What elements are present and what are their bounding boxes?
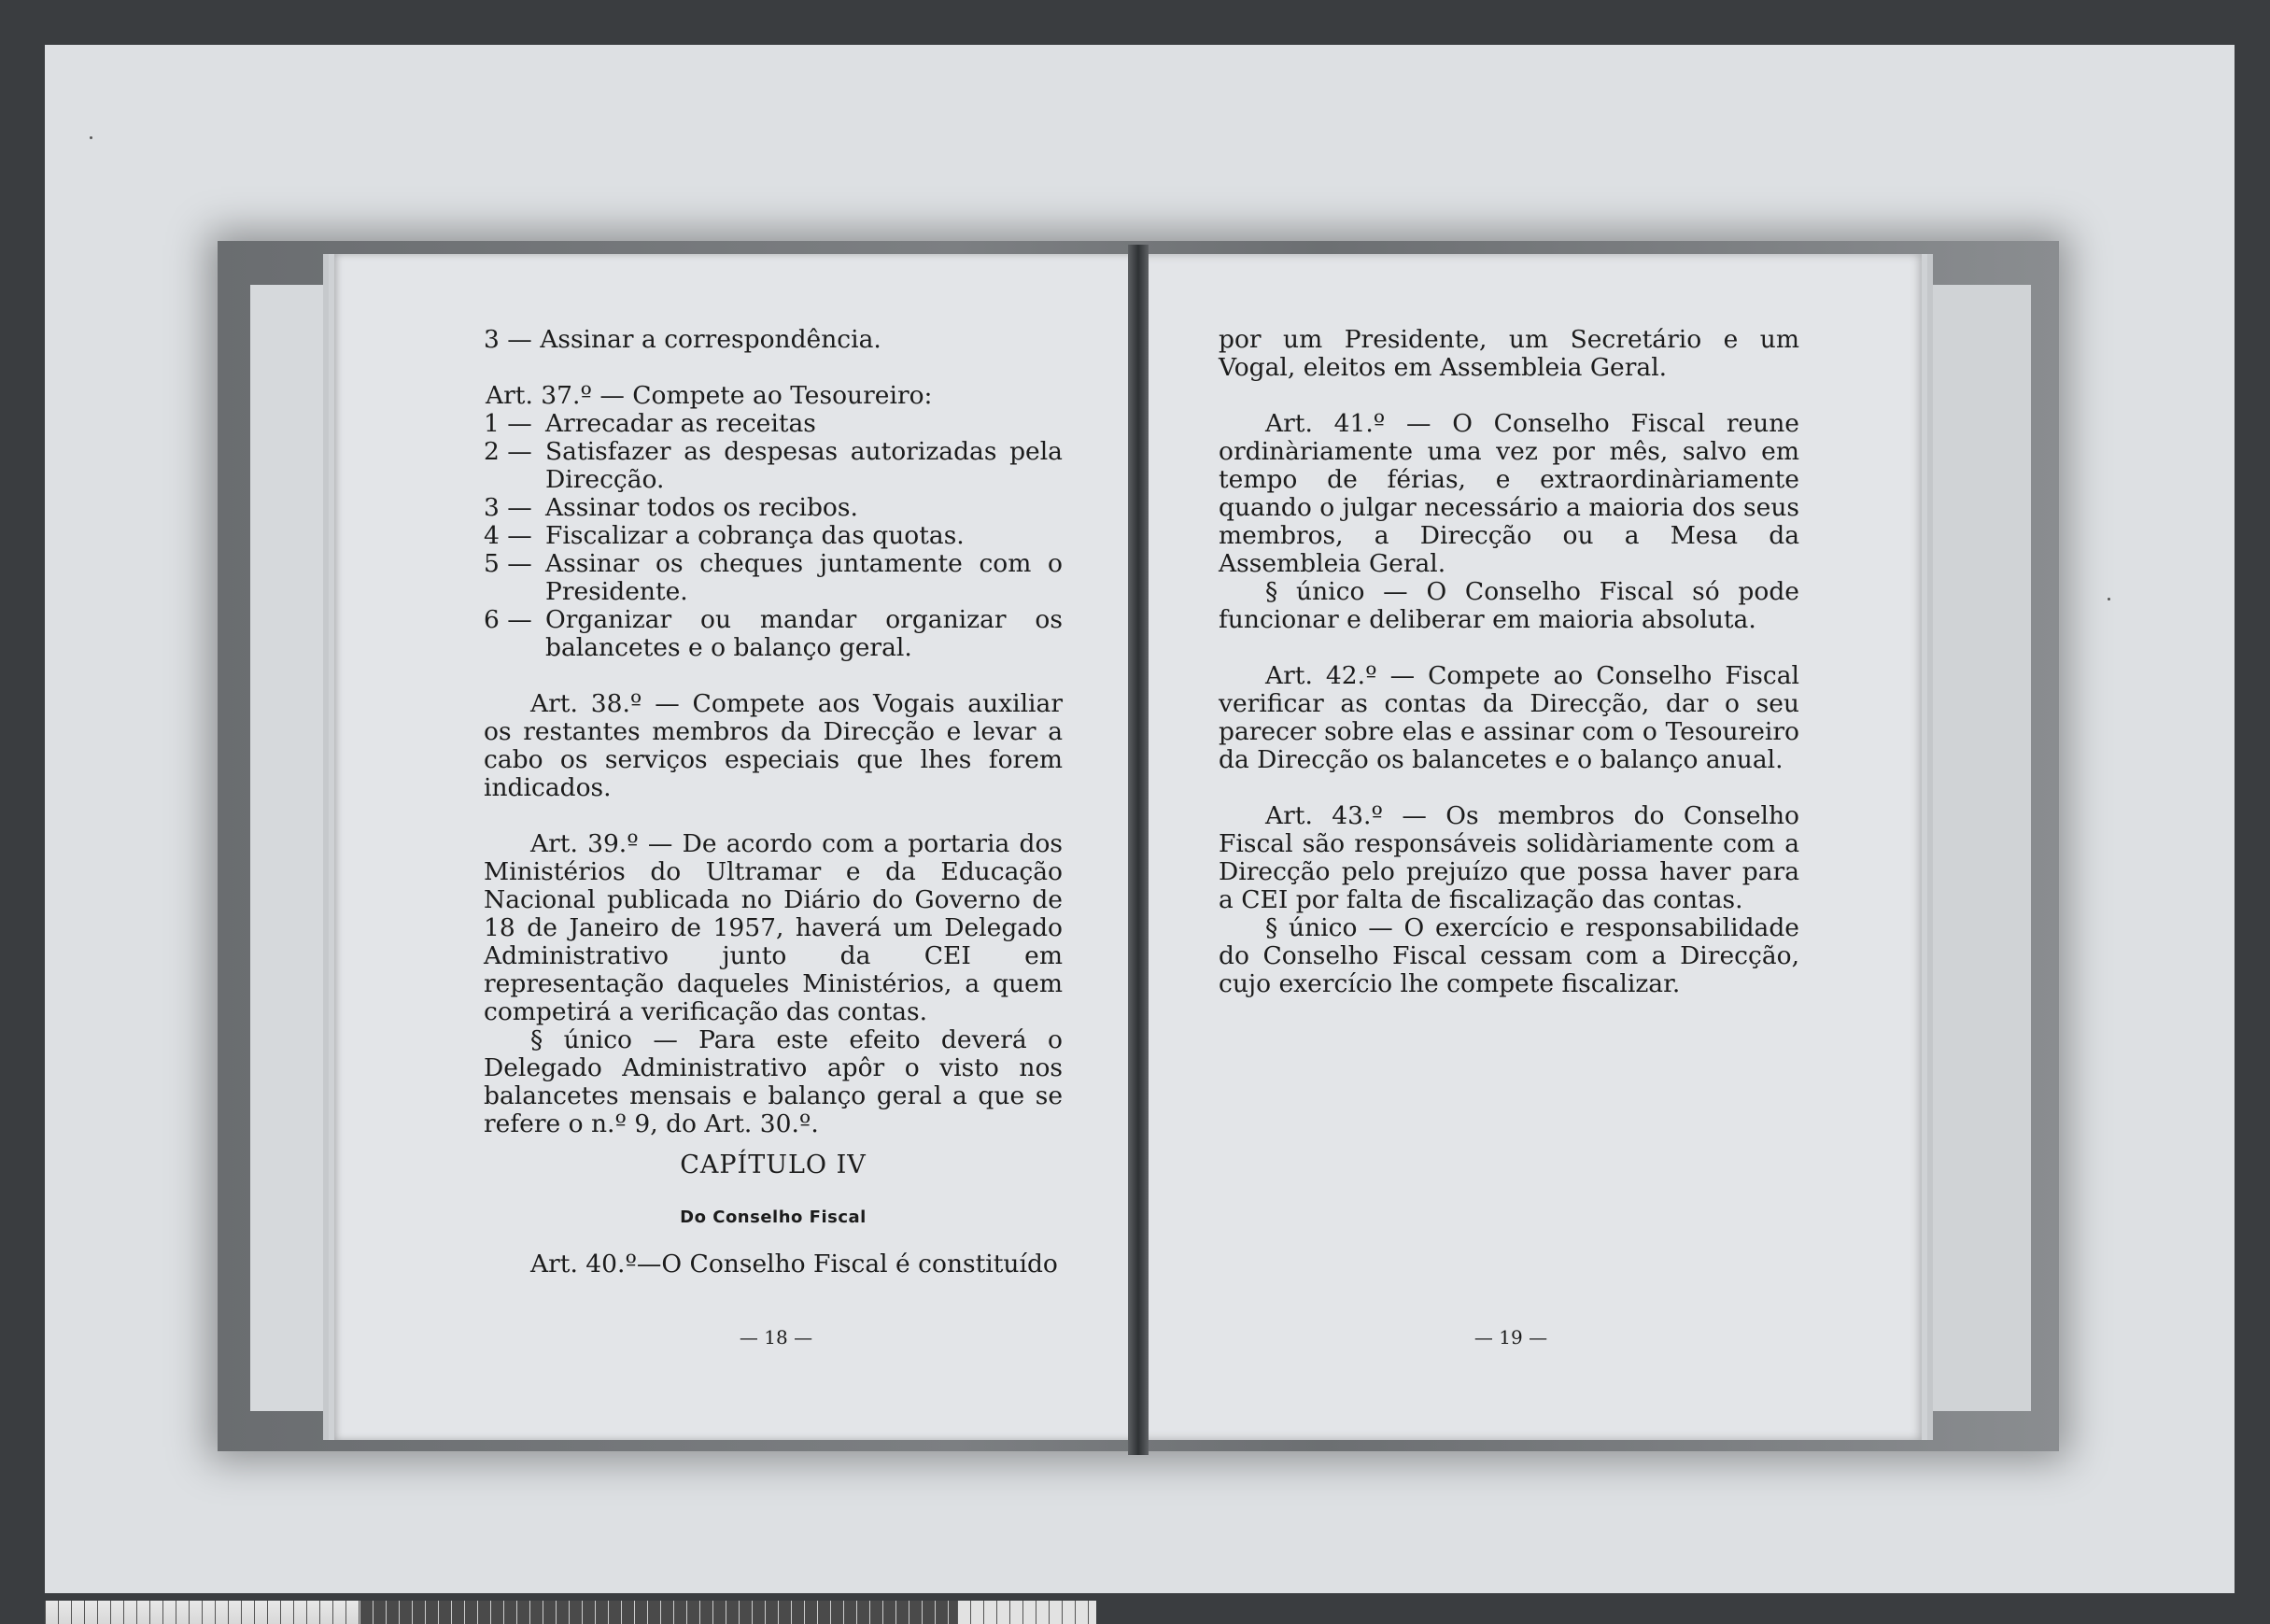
- line-assinar-correspondencia: 3 — Assinar a correspondência.: [484, 325, 881, 354]
- art-41: Art. 41.º — O Conselho Fiscal reune ordinàriamente uma vez por mês, salvo em tempo de férias, e extraordinàriamente quando o julgar necessário a maioria dos seus membros, a Direcção ou a Mesa da Assembleia Geral.: [1219, 409, 1799, 578]
- scale-ruler-light-segment: [957, 1601, 1096, 1624]
- art-40: Art. 40.º—O Conselho Fiscal é constituído: [530, 1250, 1058, 1278]
- art-37-heading: Art. 37.º — Compete ao Tesoureiro:: [486, 381, 933, 410]
- book-gutter: [1128, 245, 1149, 1455]
- chapter-heading: CAPÍTULO IV: [680, 1151, 867, 1179]
- chapter-subtitle: Do Conselho Fiscal: [680, 1207, 867, 1227]
- art-37-item: [484, 494, 1063, 522]
- item-number: 6 —: [484, 605, 532, 634]
- art-39: Art. 39.º — De acordo com a portaria dos Ministérios do Ultramar e da Educação Nacional publicada no Diário do Governo de 18 de Janeiro de 1957, haverá um Delegado Administrativo junto da CEI em representação daqueles Ministérios, a quem competirá a verificação das contas.: [484, 829, 1063, 1026]
- item-text: Assinar os cheques juntamente com o Presidente.: [545, 549, 1063, 606]
- art-43: Art. 43.º — Os membros do Conselho Fiscal são responsáveis solidàriamente com a Direcção pelo prejuízo que possa haver para a CEI por falta de fiscalização das contas.: [1219, 801, 1799, 914]
- page-18: [334, 254, 1137, 1440]
- left-page-text: [484, 326, 1063, 1278]
- item-text: Assinar todos os recibos.: [545, 493, 858, 522]
- right-page-text: [1219, 326, 1799, 998]
- dust-speck: [90, 136, 92, 139]
- art-41-paragraph: § único — O Conselho Fiscal só pode funcionar e deliberar em maioria absoluta.: [1219, 577, 1799, 634]
- item-text: Fiscalizar a cobrança das quotas.: [545, 521, 965, 550]
- scale-ruler-dark-segment: [360, 1601, 957, 1624]
- cover-inner-right: [1914, 285, 2031, 1411]
- art-38: Art. 38.º — Compete aos Vogais auxiliar os restantes membros da Direcção e levar a cabo os serviços especiais que lhes forem indicados.: [484, 689, 1063, 802]
- item-text: Arrecadar as receitas: [545, 409, 816, 438]
- art-37-item: [484, 410, 1063, 438]
- page-19: [1137, 254, 1922, 1440]
- item-number: 4 —: [484, 521, 532, 550]
- item-number: 3 —: [484, 493, 532, 522]
- item-number: 1 —: [484, 409, 532, 438]
- dust-speck: [2108, 598, 2110, 600]
- art-37-item: [484, 522, 1063, 550]
- art-37-item: [484, 438, 1063, 494]
- item-text: Organizar ou mandar organizar os balancetes e o balanço geral.: [545, 605, 1063, 662]
- page-number-18: — 18 —: [739, 1326, 813, 1349]
- item-text: Satisfazer as despesas autorizadas pela Direcção.: [545, 437, 1063, 494]
- page-number-19: — 19 —: [1473, 1326, 1548, 1349]
- art-37-item: [484, 606, 1063, 662]
- art-37-item: [484, 550, 1063, 606]
- art-39-paragraph: § único — Para este efeito deverá o Delegado Administrativo apôr o visto nos balancetes mensais e balanço geral a que se refere o n.º 9, do Art. 30.º.: [484, 1025, 1063, 1138]
- art-42: Art. 42.º — Compete ao Conselho Fiscal verificar as contas da Direcção, dar o seu parecer sobre elas e assinar com o Tesoureiro da Direcção os balancetes e o balanço anual.: [1219, 661, 1799, 774]
- art-40-continuation: por um Presidente, um Secretário e um Vogal, eleitos em Assembleia Geral.: [1219, 325, 1799, 382]
- art-43-paragraph: § único — O exercício e responsabilidade do Conselho Fiscal cessam com a Direcção, cujo exercício lhe compete fiscalizar.: [1219, 913, 1799, 998]
- item-number: 5 —: [484, 549, 532, 578]
- item-number: 2 —: [484, 437, 532, 466]
